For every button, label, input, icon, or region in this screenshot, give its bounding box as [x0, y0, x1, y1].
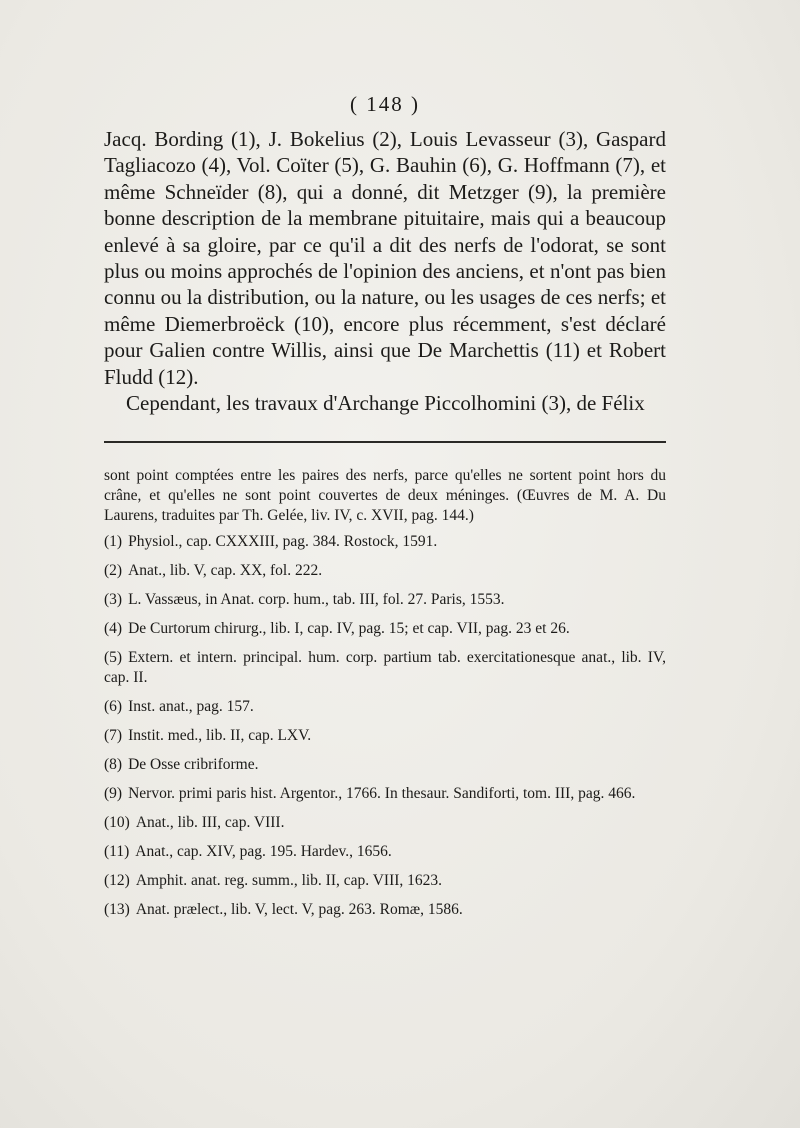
footnote-text: De Curtorum chirurg., lib. I, cap. IV, pag. 15; et cap. VII, pag. 23 et 26. — [128, 620, 570, 637]
footnote — [104, 755, 666, 775]
footnote-number: (6) — [104, 698, 123, 715]
footnote — [104, 532, 666, 552]
footnote — [104, 590, 666, 610]
footnote-number: (2) — [104, 562, 123, 579]
footnote-number: (4) — [104, 620, 123, 637]
footnote-text: Inst. anat., pag. 157. — [128, 698, 254, 715]
footnote-text: Anat., lib. III, cap. VIII. — [135, 814, 285, 831]
footnote-number: (5) — [104, 649, 123, 666]
footnote-text: Anat. prælect., lib. V, lect. V, pag. 263. Romæ, 1586. — [135, 901, 463, 918]
footnote-text: Anat., cap. XIV, pag. 195. Hardev., 1656. — [135, 843, 392, 860]
footnote-number: (3) — [104, 591, 123, 608]
footnote — [104, 813, 666, 833]
footnote-number: (12) — [104, 872, 130, 889]
footnote — [104, 871, 666, 891]
footnote-number: (8) — [104, 756, 123, 773]
footnote-number: (11) — [104, 843, 130, 860]
footnote-number: (10) — [104, 814, 130, 831]
footnote-text: Nervor. primi paris hist. Argentor., 1766. In thesaur. Sandiforti, tom. III, pag. 466. — [128, 785, 636, 802]
footnote — [104, 784, 666, 804]
page-number: ( 148 ) — [350, 92, 420, 116]
footnotes — [104, 466, 666, 929]
footnote-text: Instit. med., lib. II, cap. LXV. — [128, 727, 312, 744]
footnote-text: Anat., lib. V, cap. XX, fol. 222. — [128, 562, 323, 579]
main-paragraph: Cependant, les travaux d'Archange Piccolhomini (3), de Félix — [126, 391, 645, 416]
footnote — [104, 726, 666, 746]
footnote-text: Physiol., cap. CXXXIII, pag. 384. Rostock, 1591. — [128, 533, 438, 550]
footnote-number: (13) — [104, 901, 130, 918]
footnote-text: Amphit. anat. reg. summ., lib. II, cap. VIII, 1623. — [135, 872, 443, 889]
footnote — [104, 648, 666, 688]
footnote — [104, 842, 666, 862]
footnote-number: (9) — [104, 785, 123, 802]
footnote — [104, 900, 666, 920]
footnote-continued: sont point comptées entre les paires des nerfs, parce qu'elles ne sortent point hors du crâne, et qu'elles ne sont point couvertes de deux méninges. (Œuvres de M. A. Du Laurens, traduites par Th. Gelée, liv. IV, c. XVII, pag. 144.) — [104, 467, 666, 524]
footnote — [104, 697, 666, 717]
footnote-number: (1) — [104, 533, 123, 550]
main-paragraph: Jacq. Bording (1), J. Bokelius (2), Louis Levasseur (3), Gaspard Tagliacozo (4), Vol. Coïter (5), G. Bauhin (6), G. Hoffmann (7), et même Schneïder (8), qui a donné, dit Metzger (9), la première bonne description de la membrane pituitaire, mais qui a beaucoup enlevé à sa gloire, par ce qu'il a dit des nerfs de l'odorat, se sont plus ou moins approchés de l'opinion des anciens, et n'ont pas bien connu ou la distribution, ou la nature, ou les usages de ces nerfs; et même Diemerbroëck (10), encore plus récemment, s'est déclaré pour Galien contre Willis, ainsi que De Marchettis (11) et Robert Fludd (12). — [104, 127, 666, 389]
footnote-text: Extern. et intern. principal. hum. corp. partium tab. exercitationesque anat., lib. IV, cap. II. — [104, 649, 666, 686]
footnote-text: De Osse cribriforme. — [128, 756, 259, 773]
main-text — [104, 126, 666, 416]
footnote-number: (7) — [104, 727, 123, 744]
footnote — [104, 561, 666, 581]
footnote-text: L. Vassæus, in Anat. corp. hum., tab. III, fol. 27. Paris, 1553. — [128, 591, 505, 608]
footnote-divider — [104, 441, 666, 443]
footnote — [104, 619, 666, 639]
